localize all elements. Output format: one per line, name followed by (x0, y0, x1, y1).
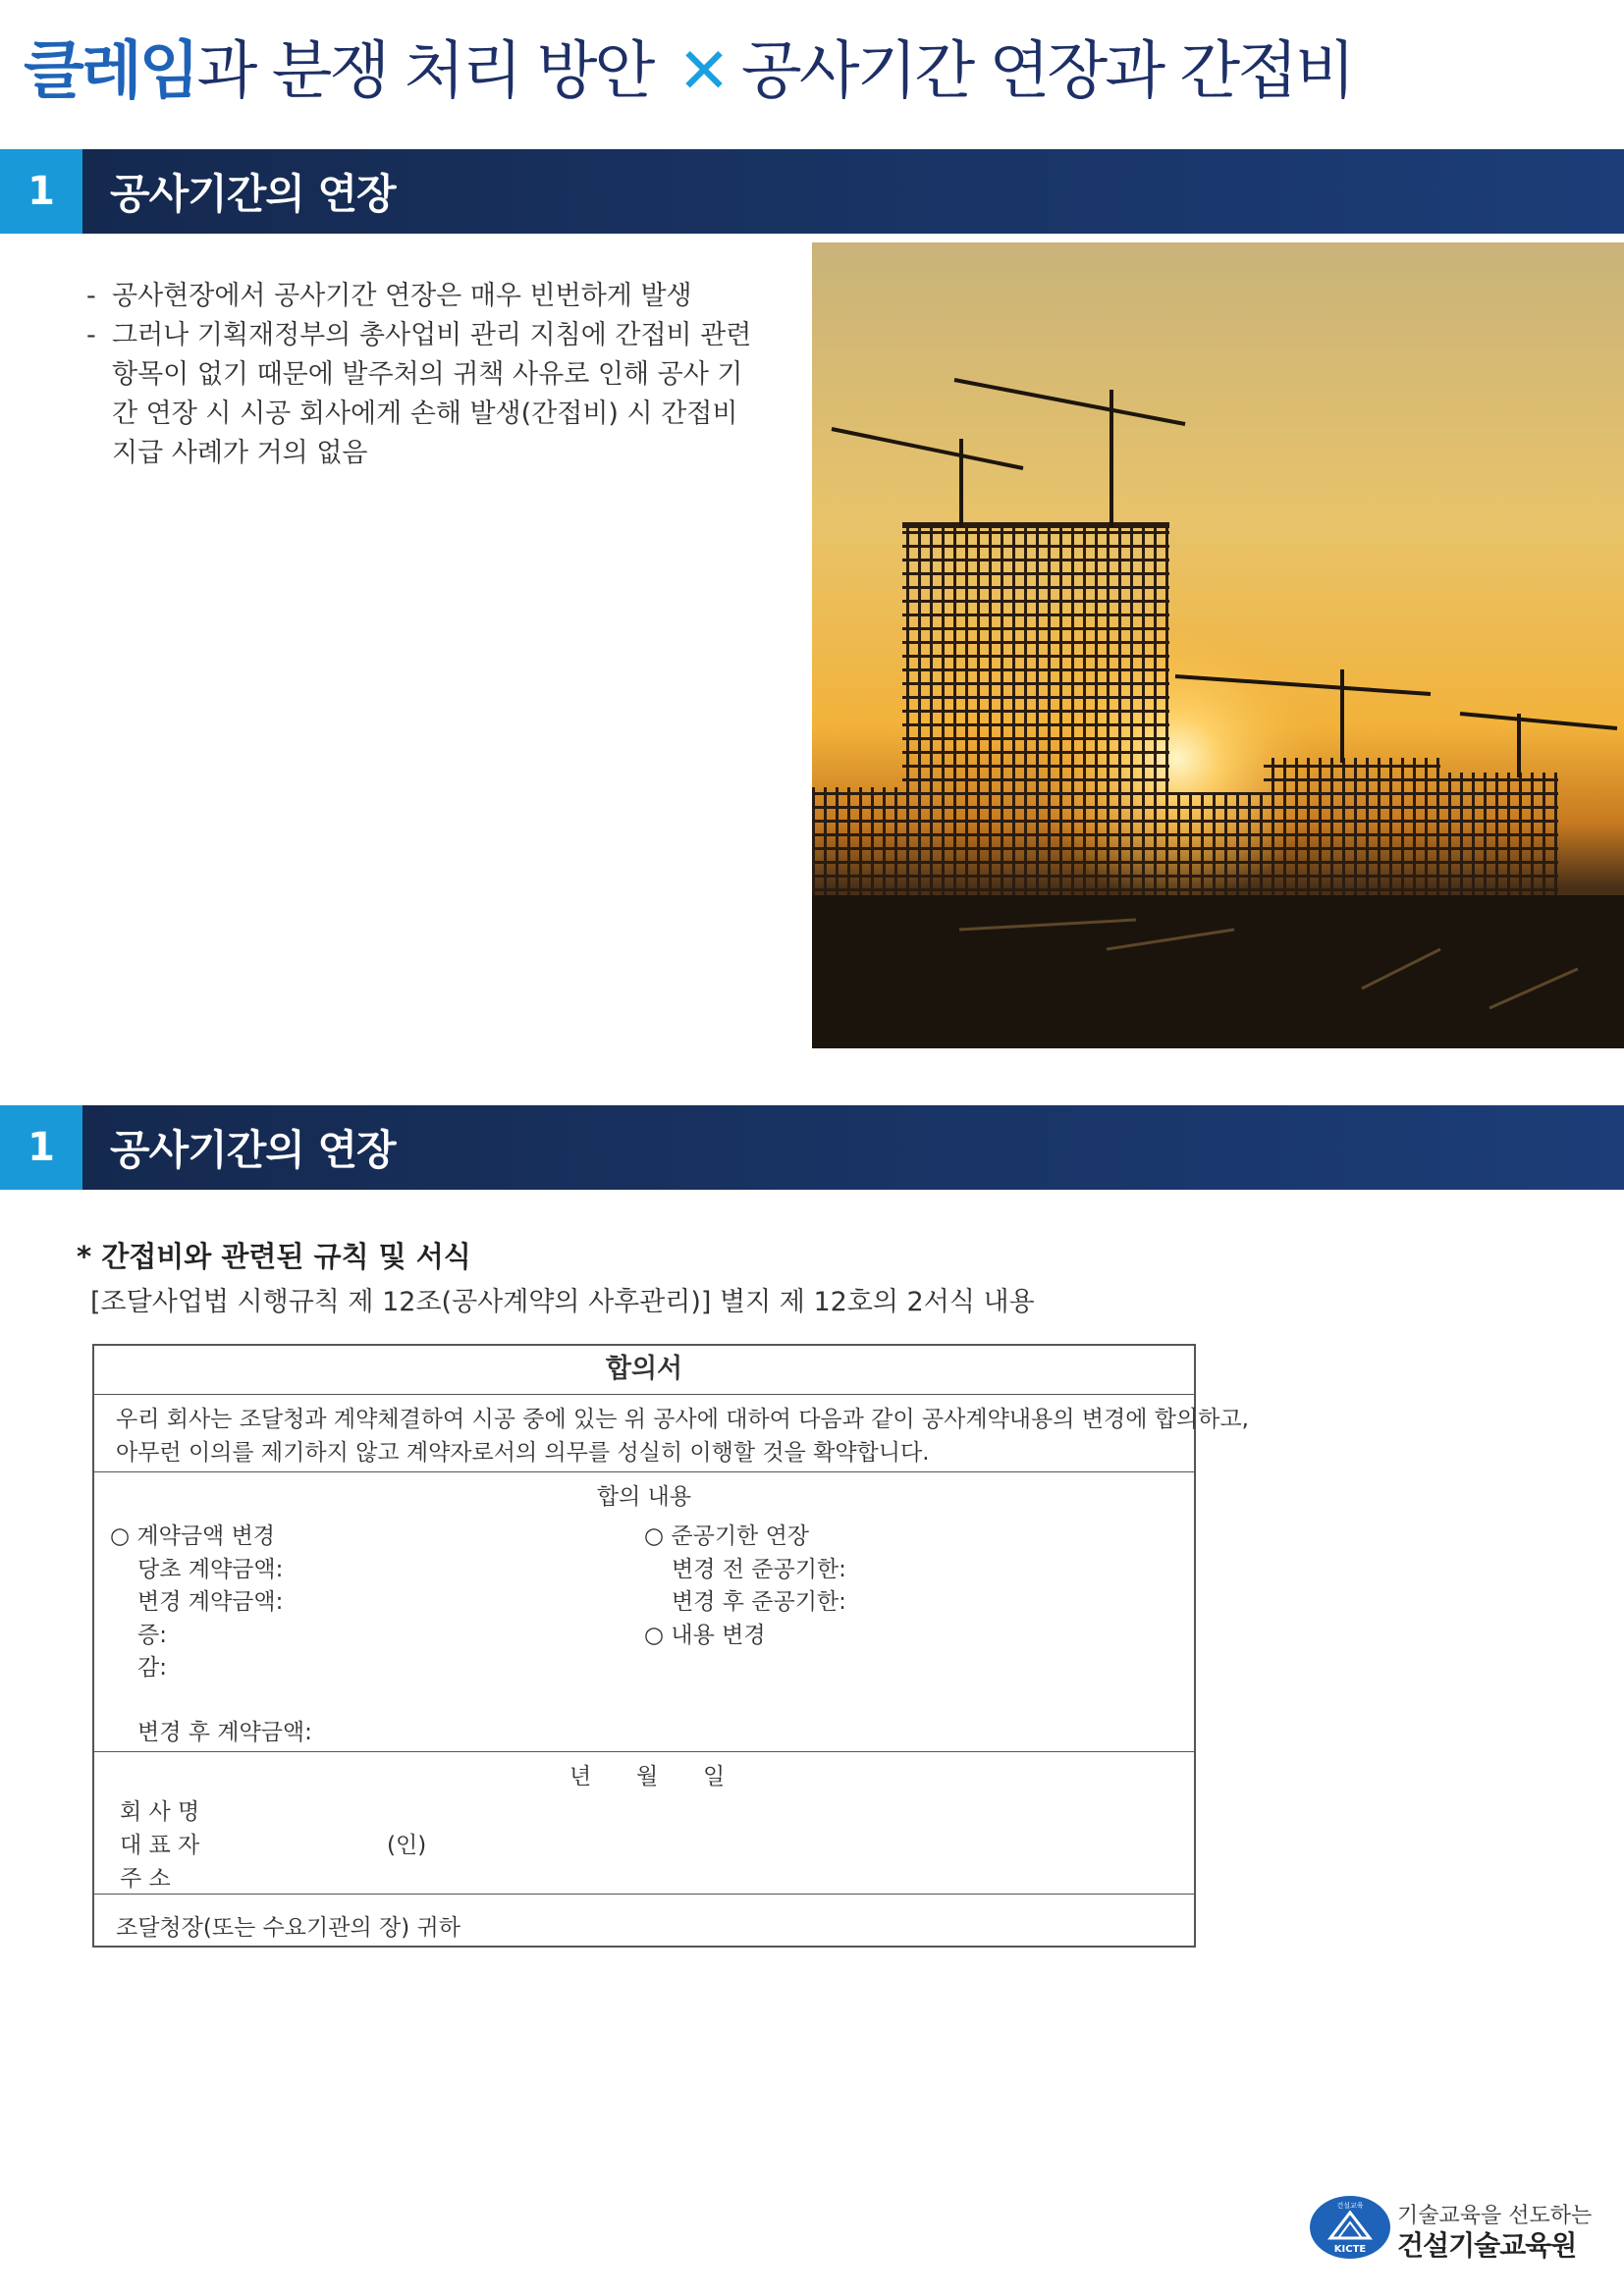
section-number: 1 (0, 1105, 82, 1190)
statement-line-2: 아무런 이의를 제기하지 않고 계약자로서의 의무를 성실히 이행할 것을 확약합니다. (116, 1440, 930, 1466)
form-title-row (94, 1346, 1194, 1395)
form-statement-row (94, 1395, 1249, 1472)
company-label: 회 사 명 (120, 1799, 200, 1825)
left-item: 변경 후 계약금액: (137, 1720, 312, 1745)
bullet-list (86, 277, 754, 473)
title-main: 과 분쟁 처리 방안 (196, 35, 653, 108)
construction-photo (812, 242, 1624, 1048)
list-item: - 공사현장에서 공사기간 연장은 매우 빈번하게 발생 (86, 277, 754, 316)
logo-tagline: 기술교육을 선도하는 (1397, 2204, 1593, 2228)
right-item: 변경 후 준공기한: (672, 1589, 846, 1615)
address-label: 주 소 (120, 1866, 171, 1892)
date-year: 년 (569, 1764, 592, 1789)
representative-label: 대 표 자 (120, 1833, 200, 1858)
section-header-1 (0, 149, 1624, 234)
left-item: 감: (137, 1655, 167, 1681)
form-content-row (94, 1472, 1194, 1752)
section-header-2 (0, 1105, 1624, 1190)
date-day: 일 (703, 1764, 726, 1789)
list-item: - 그러나 기획재정부의 총사업비 관리 지침에 간접비 관련 항목이 없기 때문에 발주처의 귀책 사유로 인해 공사 기간 연장 시 시공 회사에게 손해 발생(간접비) 시 간접비 지급 사례가 거의 없음 (86, 316, 754, 473)
left-item: 당초 계약금액: (137, 1557, 284, 1582)
bullet-text: 공사현장에서 공사기간 연장은 매우 빈번하게 발생 (112, 281, 692, 311)
rules-subheading: [조달사업법 시행규칙 제 12조(공사계약의 사후관리)] 별지 제 12호의 2서식 내용 (90, 1287, 1035, 1317)
addressee: 조달청장(또는 수요기관의 장) 귀하 (116, 1915, 460, 1941)
emblem-arc-text: 건설교육 (1336, 2202, 1364, 2210)
kicte-emblem-icon (1309, 2195, 1391, 2260)
emblem-text: KICTE (1333, 2244, 1367, 2255)
left-item: ○ 계약금액 변경 (110, 1523, 275, 1549)
date-month: 월 (636, 1764, 659, 1789)
title-sub: 공사기간 연장과 간접비 (740, 35, 1353, 108)
content-header: 합의 내용 (596, 1484, 692, 1510)
agreement-form (92, 1344, 1249, 1948)
kicte-logo (1309, 2195, 1603, 2260)
statement-line-1: 우리 회사는 조달청과 계약체결하여 시공 중에 있는 위 공사에 대하여 다음과 같이 공사계약내용의 변경에 합의하고, (116, 1407, 1249, 1432)
form-title: 합의서 (605, 1354, 683, 1384)
right-item: ○ 내용 변경 (644, 1623, 766, 1648)
right-item: ○ 준공기한 연장 (644, 1523, 809, 1549)
section-title: 공사기간의 연장 (82, 149, 1624, 234)
rules-heading: * 간접비와 관련된 규칙 및 서식 (77, 1240, 471, 1273)
section-title: 공사기간의 연장 (82, 1105, 1624, 1190)
form-signature-row (94, 1752, 1194, 1895)
seal-label: (인) (387, 1833, 427, 1858)
right-item: 변경 전 준공기한: (672, 1557, 846, 1582)
bullet-text: 그러나 기획재정부의 총사업비 관리 지침에 간접비 관련 항목이 없기 때문에 발주처의 귀책 사유로 인해 공사 기간 연장 시 시공 회사에게 손해 발생(간접비) 시 간접비 지급 사례가 거의 없음 (112, 320, 752, 468)
left-item: 변경 계약금액: (137, 1589, 284, 1615)
left-item: 증: (137, 1623, 167, 1648)
section-number: 1 (0, 149, 82, 234)
cross-icon: ✕ (677, 35, 728, 108)
logo-name: 건설기술교육원 (1397, 2229, 1577, 2262)
page-title (24, 27, 1353, 116)
title-highlight: 클레임 (24, 35, 197, 108)
